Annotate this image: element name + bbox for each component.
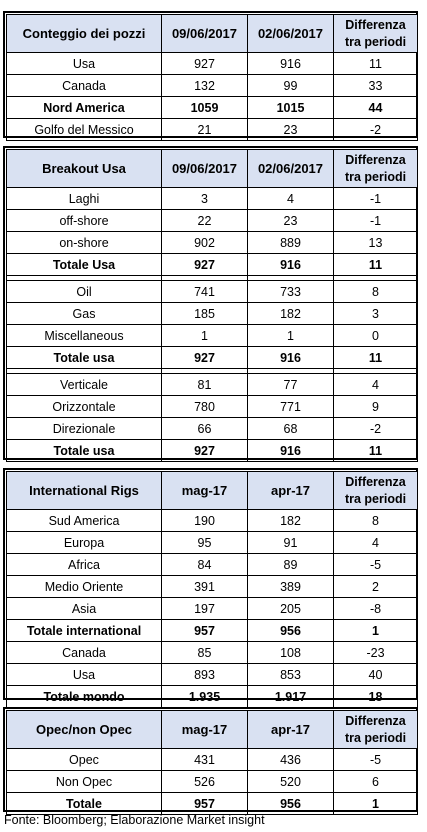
cell: 197 [162,598,248,620]
table-row-total [7,440,418,462]
cell: 11 [334,440,418,462]
table-breakout-usa [6,149,418,462]
row-label: Opec [7,749,162,771]
header-cell: Conteggio dei pozzi [7,15,162,53]
table-row [7,510,418,532]
row-label: Golfo del Messico [7,119,162,141]
cell: 916 [248,254,334,276]
cell: 4 [248,188,334,210]
cell: 40 [334,664,418,686]
row-label: off-shore [7,210,162,232]
table-row-total [7,620,418,642]
cell: 741 [162,281,248,303]
header-cell: 02/06/2017 [248,150,334,188]
table-row [7,53,418,75]
cell: 8 [334,510,418,532]
cell: 23 [248,119,334,141]
cell: 957 [162,793,248,815]
cell: 8 [334,281,418,303]
row-label: Orizzontale [7,396,162,418]
table-row [7,325,418,347]
row-label: Canada [7,642,162,664]
table-row [7,418,418,440]
row-label: Laghi [7,188,162,210]
cell: 927 [162,347,248,369]
cell: 431 [162,749,248,771]
row-label: Canada [7,75,162,97]
cell: 3 [334,303,418,325]
row-label: Oil [7,281,162,303]
cell: 391 [162,576,248,598]
cell: 182 [248,510,334,532]
table-row-total [7,97,418,119]
table-row [7,664,418,686]
table-row [7,771,418,793]
cell: 1015 [248,97,334,119]
cell: 853 [248,664,334,686]
table-row [7,598,418,620]
cell: 33 [334,75,418,97]
row-label: Sud America [7,510,162,532]
cell: 44 [334,97,418,119]
header-cell-diff: Differenza tra periodi [334,150,418,188]
cell: 916 [248,53,334,75]
cell: 6 [334,771,418,793]
cell: -1 [334,188,418,210]
table-row [7,554,418,576]
cell: 389 [248,576,334,598]
table-row [7,303,418,325]
header-cell: 09/06/2017 [162,15,248,53]
header-row [7,472,418,510]
cell: 927 [162,254,248,276]
cell: -2 [334,119,418,141]
cell: 11 [334,254,418,276]
header-cell: apr-17 [248,711,334,749]
cell: 77 [248,374,334,396]
cell: 23 [248,210,334,232]
cell: 89 [248,554,334,576]
cell: -8 [334,598,418,620]
cell: 108 [248,642,334,664]
table-row-total [7,793,418,815]
row-label: Asia [7,598,162,620]
table-opec [6,710,418,815]
table-row [7,119,418,141]
table-row [7,210,418,232]
header-row [7,711,418,749]
row-label: Africa [7,554,162,576]
cell: 18 [334,686,418,708]
table-row [7,374,418,396]
header-cell-diff: Differenza tra periodi [334,711,418,749]
cell: 771 [248,396,334,418]
row-label: Direzionale [7,418,162,440]
cell: -1 [334,210,418,232]
cell: 91 [248,532,334,554]
cell: 1.917 [248,686,334,708]
row-label: Miscellaneous [7,325,162,347]
cell: 1059 [162,97,248,119]
table-row [7,188,418,210]
cell: 190 [162,510,248,532]
header-cell: apr-17 [248,472,334,510]
table-row [7,232,418,254]
table-row-total [7,686,418,708]
row-label: on-shore [7,232,162,254]
cell: 99 [248,75,334,97]
cell: 916 [248,347,334,369]
table-row-total [7,254,418,276]
cell: 1 [334,793,418,815]
cell: -23 [334,642,418,664]
row-label: Totale mondo [7,686,162,708]
cell: 902 [162,232,248,254]
table-row [7,281,418,303]
cell: 927 [162,440,248,462]
table-row [7,576,418,598]
cell: 21 [162,119,248,141]
cell: 185 [162,303,248,325]
row-label: Totale Usa [7,254,162,276]
cell: 1 [334,620,418,642]
cell: -5 [334,554,418,576]
row-label: Totale usa [7,347,162,369]
cell: 13 [334,232,418,254]
cell: 22 [162,210,248,232]
table-row [7,75,418,97]
row-label: Totale usa [7,440,162,462]
table-row [7,532,418,554]
row-label: Nord America [7,97,162,119]
row-label: Verticale [7,374,162,396]
header-cell: Opec/non Opec [7,711,162,749]
header-row [7,150,418,188]
cell: 2 [334,576,418,598]
cell: 889 [248,232,334,254]
row-label: Gas [7,303,162,325]
cell: 205 [248,598,334,620]
cell: 95 [162,532,248,554]
cell: 85 [162,642,248,664]
cell: 11 [334,347,418,369]
header-cell-diff: Differenza tra periodi [334,472,418,510]
cell: 780 [162,396,248,418]
cell: -2 [334,418,418,440]
table-well-count [6,14,418,141]
table-international-rigs [6,471,418,708]
row-label: Europa [7,532,162,554]
row-label: Usa [7,664,162,686]
cell: 956 [248,793,334,815]
cell: 956 [248,620,334,642]
cell: 84 [162,554,248,576]
row-label: Medio Oriente [7,576,162,598]
table-row [7,642,418,664]
header-cell: 09/06/2017 [162,150,248,188]
cell: 1 [162,325,248,347]
cell: 66 [162,418,248,440]
cell: 81 [162,374,248,396]
cell: 0 [334,325,418,347]
cell: 132 [162,75,248,97]
row-label: Usa [7,53,162,75]
header-row [7,15,418,53]
source-note: Fonte: Bloomberg; Elaborazione Market insight [4,813,265,827]
header-cell: 02/06/2017 [248,15,334,53]
cell: 4 [334,532,418,554]
header-cell: Breakout Usa [7,150,162,188]
cell: 957 [162,620,248,642]
row-label: Totale [7,793,162,815]
cell: -5 [334,749,418,771]
table-row [7,396,418,418]
cell: 68 [248,418,334,440]
header-cell: International Rigs [7,472,162,510]
row-label: Non Opec [7,771,162,793]
cell: 11 [334,53,418,75]
row-label: Totale international [7,620,162,642]
cell: 916 [248,440,334,462]
cell: 4 [334,374,418,396]
cell: 893 [162,664,248,686]
cell: 1.935 [162,686,248,708]
header-cell: mag-17 [162,711,248,749]
table-row-total [7,347,418,369]
header-cell-diff: Differenza tra periodi [334,15,418,53]
cell: 3 [162,188,248,210]
cell: 9 [334,396,418,418]
cell: 733 [248,281,334,303]
cell: 436 [248,749,334,771]
cell: 520 [248,771,334,793]
cell: 927 [162,53,248,75]
cell: 1 [248,325,334,347]
cell: 526 [162,771,248,793]
header-cell: mag-17 [162,472,248,510]
table-row [7,749,418,771]
cell: 182 [248,303,334,325]
